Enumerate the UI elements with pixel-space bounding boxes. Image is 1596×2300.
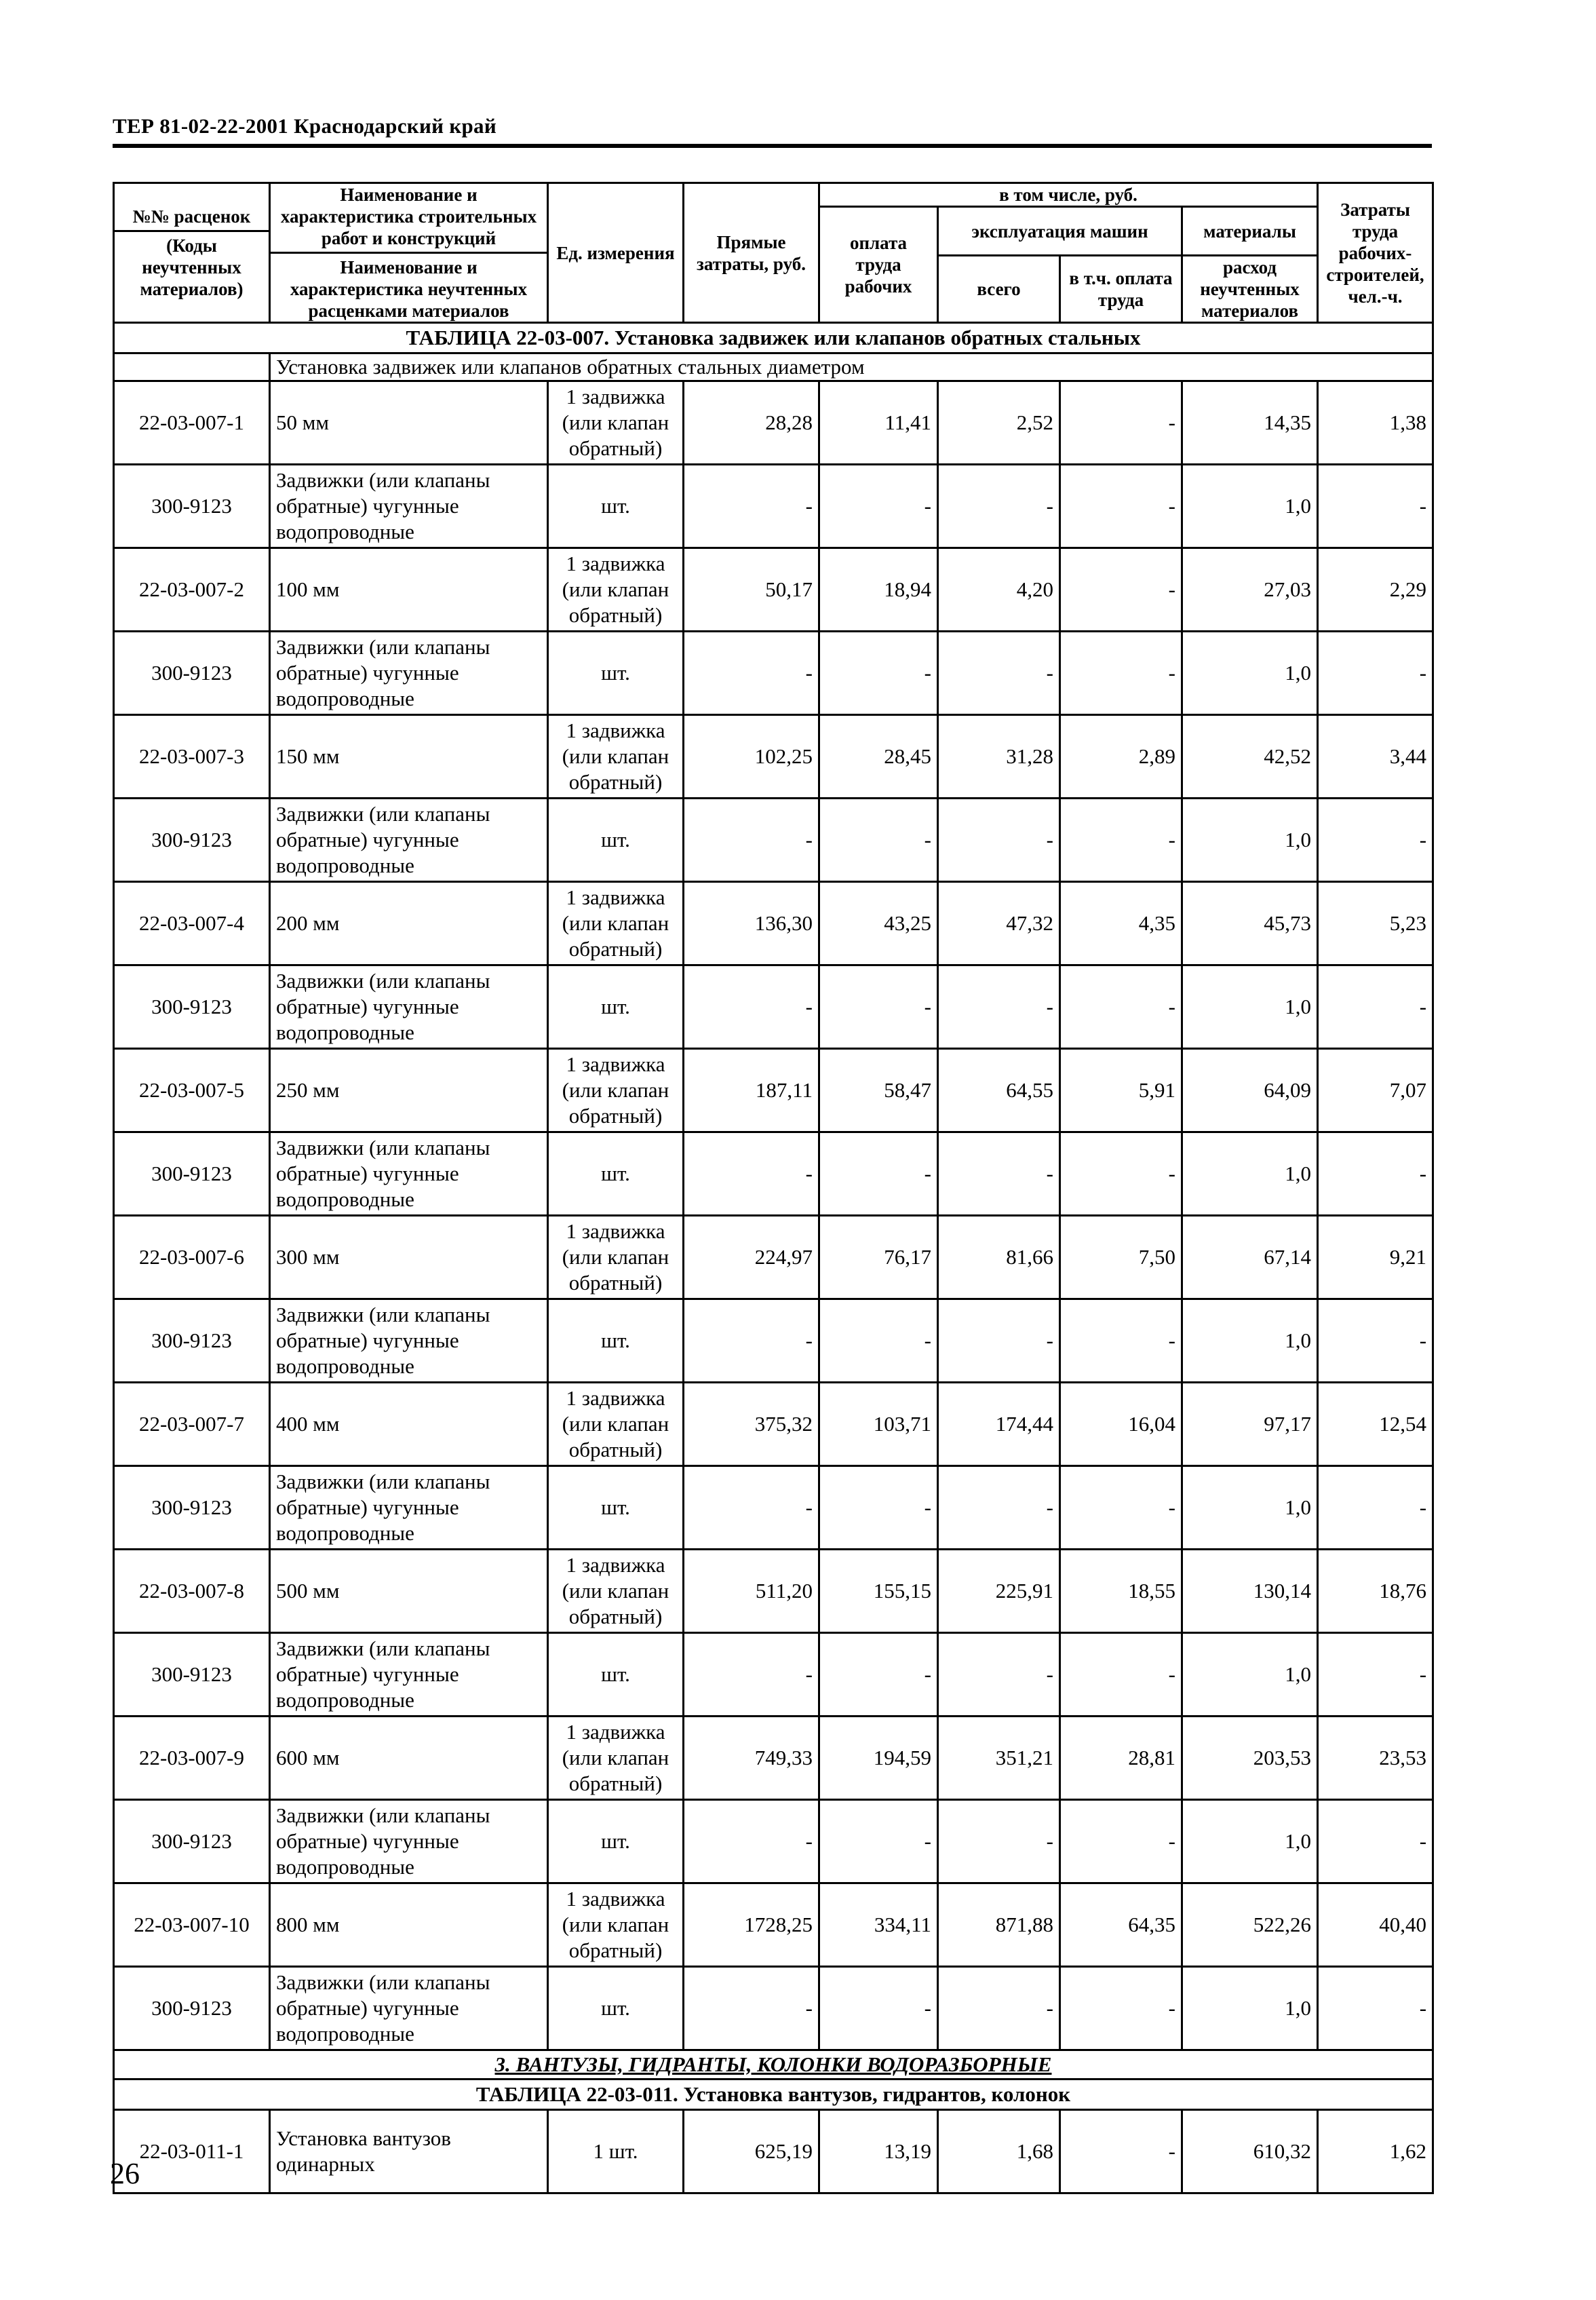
material-unit: шт. — [548, 465, 684, 548]
machines-total: 4,20 — [938, 548, 1060, 632]
table-row — [114, 2110, 1433, 2193]
table-row — [114, 882, 1433, 965]
rate-code: 22-03-007-1 — [114, 381, 270, 465]
material-direct: - — [684, 1633, 819, 1717]
head-code-bottom: (Коды неучтенных материалов) — [115, 230, 269, 300]
machines-labor: - — [1060, 381, 1182, 465]
machines-total: 871,88 — [938, 1883, 1060, 1967]
labor-cost: 2,29 — [1318, 548, 1433, 632]
work-name: 800 мм — [270, 1883, 548, 1967]
material-unit: шт. — [548, 1466, 684, 1550]
material-code: 300-9123 — [114, 465, 270, 548]
material-pay: - — [819, 1132, 938, 1216]
rate-code: 22-03-007-2 — [114, 548, 270, 632]
table-head — [114, 183, 1433, 323]
labor-pay: 18,94 — [819, 548, 938, 632]
material-consumption: 1,0 — [1182, 1967, 1318, 2050]
material-machines-labor: - — [1060, 632, 1182, 715]
material-consumption: 1,0 — [1182, 465, 1318, 548]
material-pay: - — [819, 1466, 938, 1550]
labor-pay: 58,47 — [819, 1049, 938, 1132]
material-pay: - — [819, 1967, 938, 2050]
labor-pay: 13,19 — [819, 2110, 938, 2193]
machines-total: 174,44 — [938, 1383, 1060, 1466]
rate-code: 22-03-007-6 — [114, 1216, 270, 1299]
head-incl: в том числе, руб. — [819, 183, 1318, 207]
material-row — [114, 1132, 1433, 1216]
material-machines-labor: - — [1060, 799, 1182, 882]
material-consumption: 1,0 — [1182, 799, 1318, 882]
material-pay: - — [819, 965, 938, 1049]
head-name — [270, 183, 548, 323]
unit-cell: 1 задвижка (или клапан обратный) — [548, 1883, 684, 1967]
work-name: 500 мм — [270, 1550, 548, 1633]
labor-cost: 18,76 — [1318, 1550, 1433, 1633]
material-labor: - — [1318, 1299, 1433, 1383]
direct-cost: 187,11 — [684, 1049, 819, 1132]
direct-cost: 625,19 — [684, 2110, 819, 2193]
material-direct: - — [684, 632, 819, 715]
material-direct: - — [684, 965, 819, 1049]
work-name: 600 мм — [270, 1717, 548, 1800]
table-row — [114, 1216, 1433, 1299]
labor-pay: 155,15 — [819, 1550, 938, 1633]
material-pay: - — [819, 632, 938, 715]
material-direct: - — [684, 1299, 819, 1383]
material-consumption: 1,0 — [1182, 1132, 1318, 1216]
material-machines-labor: - — [1060, 1800, 1182, 1883]
head-materials: материалы — [1182, 207, 1318, 256]
machines-labor: 28,81 — [1060, 1717, 1182, 1800]
materials: 610,32 — [1182, 2110, 1318, 2193]
material-labor: - — [1318, 1466, 1433, 1550]
labor-pay: 334,11 — [819, 1883, 938, 1967]
direct-cost: 224,97 — [684, 1216, 819, 1299]
material-unit: шт. — [548, 799, 684, 882]
labor-cost: 1,38 — [1318, 381, 1433, 465]
materials: 27,03 — [1182, 548, 1318, 632]
materials: 45,73 — [1182, 882, 1318, 965]
unit-cell: 1 задвижка (или клапан обратный) — [548, 381, 684, 465]
machines-labor: - — [1060, 2110, 1182, 2193]
material-machines-labor: - — [1060, 1299, 1182, 1383]
unit-cell: 1 задвижка (или клапан обратный) — [548, 882, 684, 965]
material-consumption: 1,0 — [1182, 1466, 1318, 1550]
direct-cost: 511,20 — [684, 1550, 819, 1633]
labor-pay: 11,41 — [819, 381, 938, 465]
unit-cell: 1 задвижка (или клапан обратный) — [548, 1216, 684, 1299]
machines-labor: 4,35 — [1060, 882, 1182, 965]
table-row — [114, 1383, 1433, 1466]
material-row — [114, 1466, 1433, 1550]
rate-code: 22-03-011-1 — [114, 2110, 270, 2193]
table-title: ТАБЛИЦА 22-03-007. Установка задвижек или клапанов обратных стальных — [114, 323, 1433, 353]
material-code: 300-9123 — [114, 799, 270, 882]
material-machines: - — [938, 799, 1060, 882]
machines-labor: 5,91 — [1060, 1049, 1182, 1132]
machines-total: 31,28 — [938, 715, 1060, 799]
unit-cell: 1 шт. — [548, 2110, 684, 2193]
material-code: 300-9123 — [114, 1967, 270, 2050]
labor-cost: 40,40 — [1318, 1883, 1433, 1967]
material-row — [114, 465, 1433, 548]
direct-cost: 136,30 — [684, 882, 819, 965]
work-name: 50 мм — [270, 381, 548, 465]
materials: 64,09 — [1182, 1049, 1318, 1132]
material-row — [114, 632, 1433, 715]
machines-labor: 18,55 — [1060, 1550, 1182, 1633]
work-name: 150 мм — [270, 715, 548, 799]
head-direct: Прямые затраты, руб. — [684, 183, 819, 323]
direct-cost: 1728,25 — [684, 1883, 819, 1967]
material-machines: - — [938, 1299, 1060, 1383]
head-machines: эксплуатация машин — [938, 207, 1182, 256]
material-code: 300-9123 — [114, 632, 270, 715]
labor-cost: 3,44 — [1318, 715, 1433, 799]
document-header: ТЕР 81-02-22-2001 Краснодарский край — [113, 114, 497, 138]
rates-table — [113, 182, 1434, 2194]
machines-labor: - — [1060, 548, 1182, 632]
material-machines-labor: - — [1060, 465, 1182, 548]
machines-labor: 7,50 — [1060, 1216, 1182, 1299]
head-labor-pay: оплата труда рабочих — [819, 207, 938, 323]
direct-cost: 50,17 — [684, 548, 819, 632]
material-labor: - — [1318, 965, 1433, 1049]
unit-cell: 1 задвижка (или клапан обратный) — [548, 548, 684, 632]
material-row — [114, 1299, 1433, 1383]
material-name: Задвижки (или клапаны обратные) чугунные водопроводные — [270, 799, 548, 882]
machines-labor: 64,35 — [1060, 1883, 1182, 1967]
material-pay: - — [819, 1299, 938, 1383]
material-direct: - — [684, 465, 819, 548]
labor-cost: 12,54 — [1318, 1383, 1433, 1466]
material-labor: - — [1318, 632, 1433, 715]
work-name: 300 мм — [270, 1216, 548, 1299]
material-machines: - — [938, 1466, 1060, 1550]
material-labor: - — [1318, 1132, 1433, 1216]
head-code — [114, 183, 270, 323]
rate-code: 22-03-007-3 — [114, 715, 270, 799]
work-name: Установка вантузов одинарных — [270, 2110, 548, 2193]
table2-title: ТАБЛИЦА 22-03-011. Установка вантузов, гидрантов, колонок — [114, 2079, 1433, 2110]
material-labor: - — [1318, 1967, 1433, 2050]
material-name: Задвижки (или клапаны обратные) чугунные водопроводные — [270, 965, 548, 1049]
labor-pay: 194,59 — [819, 1717, 938, 1800]
table-row — [114, 1049, 1433, 1132]
material-code: 300-9123 — [114, 1466, 270, 1550]
material-labor: - — [1318, 465, 1433, 548]
direct-cost: 749,33 — [684, 1717, 819, 1800]
material-code: 300-9123 — [114, 1633, 270, 1717]
table-subtitle: Установка задвижек или клапанов обратных стальных диаметром — [270, 353, 1433, 381]
material-row — [114, 965, 1433, 1049]
direct-cost: 28,28 — [684, 381, 819, 465]
head-name-bottom: Наименование и характеристика неучтенных расценками материалов — [271, 252, 547, 322]
material-name: Задвижки (или клапаны обратные) чугунные водопроводные — [270, 1466, 548, 1550]
material-unit: шт. — [548, 1800, 684, 1883]
unit-cell: 1 задвижка (или клапан обратный) — [548, 715, 684, 799]
material-machines-labor: - — [1060, 1967, 1182, 2050]
material-code: 300-9123 — [114, 1299, 270, 1383]
material-name: Задвижки (или клапаны обратные) чугунные водопроводные — [270, 1967, 548, 2050]
machines-total: 1,68 — [938, 2110, 1060, 2193]
labor-cost: 7,07 — [1318, 1049, 1433, 1132]
material-row — [114, 799, 1433, 882]
direct-cost: 375,32 — [684, 1383, 819, 1466]
material-machines-labor: - — [1060, 965, 1182, 1049]
material-pay: - — [819, 1633, 938, 1717]
machines-total: 64,55 — [938, 1049, 1060, 1132]
table-row — [114, 715, 1433, 799]
material-unit: шт. — [548, 965, 684, 1049]
material-direct: - — [684, 1466, 819, 1550]
machines-total: 47,32 — [938, 882, 1060, 965]
material-machines: - — [938, 1633, 1060, 1717]
material-consumption: 1,0 — [1182, 1633, 1318, 1717]
machines-labor: 2,89 — [1060, 715, 1182, 799]
labor-pay: 43,25 — [819, 882, 938, 965]
material-consumption: 1,0 — [1182, 1800, 1318, 1883]
material-direct: - — [684, 1800, 819, 1883]
work-name: 100 мм — [270, 548, 548, 632]
table-row — [114, 1550, 1433, 1633]
machines-total: 351,21 — [938, 1717, 1060, 1800]
head-materials-sub: расход неучтенных материалов — [1182, 256, 1318, 323]
table-row — [114, 1883, 1433, 1967]
rate-code: 22-03-007-4 — [114, 882, 270, 965]
labor-pay: 103,71 — [819, 1383, 938, 1466]
materials: 42,52 — [1182, 715, 1318, 799]
material-pay: - — [819, 1800, 938, 1883]
material-consumption: 1,0 — [1182, 632, 1318, 715]
material-direct: - — [684, 799, 819, 882]
material-unit: шт. — [548, 632, 684, 715]
material-labor: - — [1318, 799, 1433, 882]
material-machines-labor: - — [1060, 1466, 1182, 1550]
unit-cell: 1 задвижка (или клапан обратный) — [548, 1049, 684, 1132]
material-machines: - — [938, 632, 1060, 715]
materials: 130,14 — [1182, 1550, 1318, 1633]
unit-cell: 1 задвижка (или клапан обратный) — [548, 1383, 684, 1466]
rate-code: 22-03-007-5 — [114, 1049, 270, 1132]
material-machines: - — [938, 1800, 1060, 1883]
labor-cost: 1,62 — [1318, 2110, 1433, 2193]
materials: 14,35 — [1182, 381, 1318, 465]
page-number: 26 — [110, 2157, 140, 2190]
material-pay: - — [819, 799, 938, 882]
section-title: 3. ВАНТУЗЫ, ГИДРАНТЫ, КОЛОНКИ ВОДОРАЗБОРНЫЕ — [114, 2050, 1433, 2079]
materials: 203,53 — [1182, 1717, 1318, 1800]
material-labor: - — [1318, 1633, 1433, 1717]
material-pay: - — [819, 465, 938, 548]
labor-pay: 76,17 — [819, 1216, 938, 1299]
head-unit: Ед. измерения — [548, 183, 684, 323]
material-unit: шт. — [548, 1633, 684, 1717]
machines-total: 225,91 — [938, 1550, 1060, 1633]
material-direct: - — [684, 1967, 819, 2050]
labor-cost: 5,23 — [1318, 882, 1433, 965]
material-machines: - — [938, 1132, 1060, 1216]
materials: 97,17 — [1182, 1383, 1318, 1466]
material-name: Задвижки (или клапаны обратные) чугунные водопроводные — [270, 1633, 548, 1717]
work-name: 200 мм — [270, 882, 548, 965]
material-code: 300-9123 — [114, 1132, 270, 1216]
direct-cost: 102,25 — [684, 715, 819, 799]
materials: 67,14 — [1182, 1216, 1318, 1299]
machines-total: 81,66 — [938, 1216, 1060, 1299]
material-row — [114, 1967, 1433, 2050]
material-machines-labor: - — [1060, 1633, 1182, 1717]
material-code: 300-9123 — [114, 1800, 270, 1883]
material-machines-labor: - — [1060, 1132, 1182, 1216]
table-row — [114, 548, 1433, 632]
table-row — [114, 381, 1433, 465]
material-name: Задвижки (или клапаны обратные) чугунные водопроводные — [270, 1132, 548, 1216]
rate-code: 22-03-007-7 — [114, 1383, 270, 1466]
labor-pay: 28,45 — [819, 715, 938, 799]
work-name: 250 мм — [270, 1049, 548, 1132]
material-unit: шт. — [548, 1132, 684, 1216]
material-name: Задвижки (или клапаны обратные) чугунные водопроводные — [270, 465, 548, 548]
table-body — [114, 323, 1433, 2193]
subtitle-spacer — [114, 353, 270, 381]
material-machines: - — [938, 965, 1060, 1049]
material-row — [114, 1633, 1433, 1717]
header-divider — [113, 144, 1432, 148]
work-name: 400 мм — [270, 1383, 548, 1466]
rate-code: 22-03-007-8 — [114, 1550, 270, 1633]
machines-total: 2,52 — [938, 381, 1060, 465]
material-direct: - — [684, 1132, 819, 1216]
material-name: Задвижки (или клапаны обратные) чугунные водопроводные — [270, 632, 548, 715]
material-unit: шт. — [548, 1299, 684, 1383]
labor-cost: 9,21 — [1318, 1216, 1433, 1299]
material-name: Задвижки (или клапаны обратные) чугунные водопроводные — [270, 1299, 548, 1383]
table-row — [114, 1717, 1433, 1800]
material-consumption: 1,0 — [1182, 965, 1318, 1049]
material-code: 300-9123 — [114, 965, 270, 1049]
machines-labor: 16,04 — [1060, 1383, 1182, 1466]
head-name-top: Наименование и характеристика строительных работ и конструкций — [280, 185, 537, 248]
material-labor: - — [1318, 1800, 1433, 1883]
unit-cell: 1 задвижка (или клапан обратный) — [548, 1717, 684, 1800]
head-labor-cost: Затраты труда рабочих-строителей, чел.-ч. — [1318, 183, 1433, 323]
material-consumption: 1,0 — [1182, 1299, 1318, 1383]
rate-code: 22-03-007-10 — [114, 1883, 270, 1967]
material-machines: - — [938, 465, 1060, 548]
materials: 522,26 — [1182, 1883, 1318, 1967]
head-code-top: №№ расценок — [132, 206, 251, 227]
head-machines-labor: в т.ч. оплата труда — [1060, 256, 1182, 323]
material-name: Задвижки (или клапаны обратные) чугунные водопроводные — [270, 1800, 548, 1883]
unit-cell: 1 задвижка (или клапан обратный) — [548, 1550, 684, 1633]
material-machines: - — [938, 1967, 1060, 2050]
labor-cost: 23,53 — [1318, 1717, 1433, 1800]
material-unit: шт. — [548, 1967, 684, 2050]
rate-code: 22-03-007-9 — [114, 1717, 270, 1800]
material-row — [114, 1800, 1433, 1883]
head-machines-total: всего — [938, 256, 1060, 323]
